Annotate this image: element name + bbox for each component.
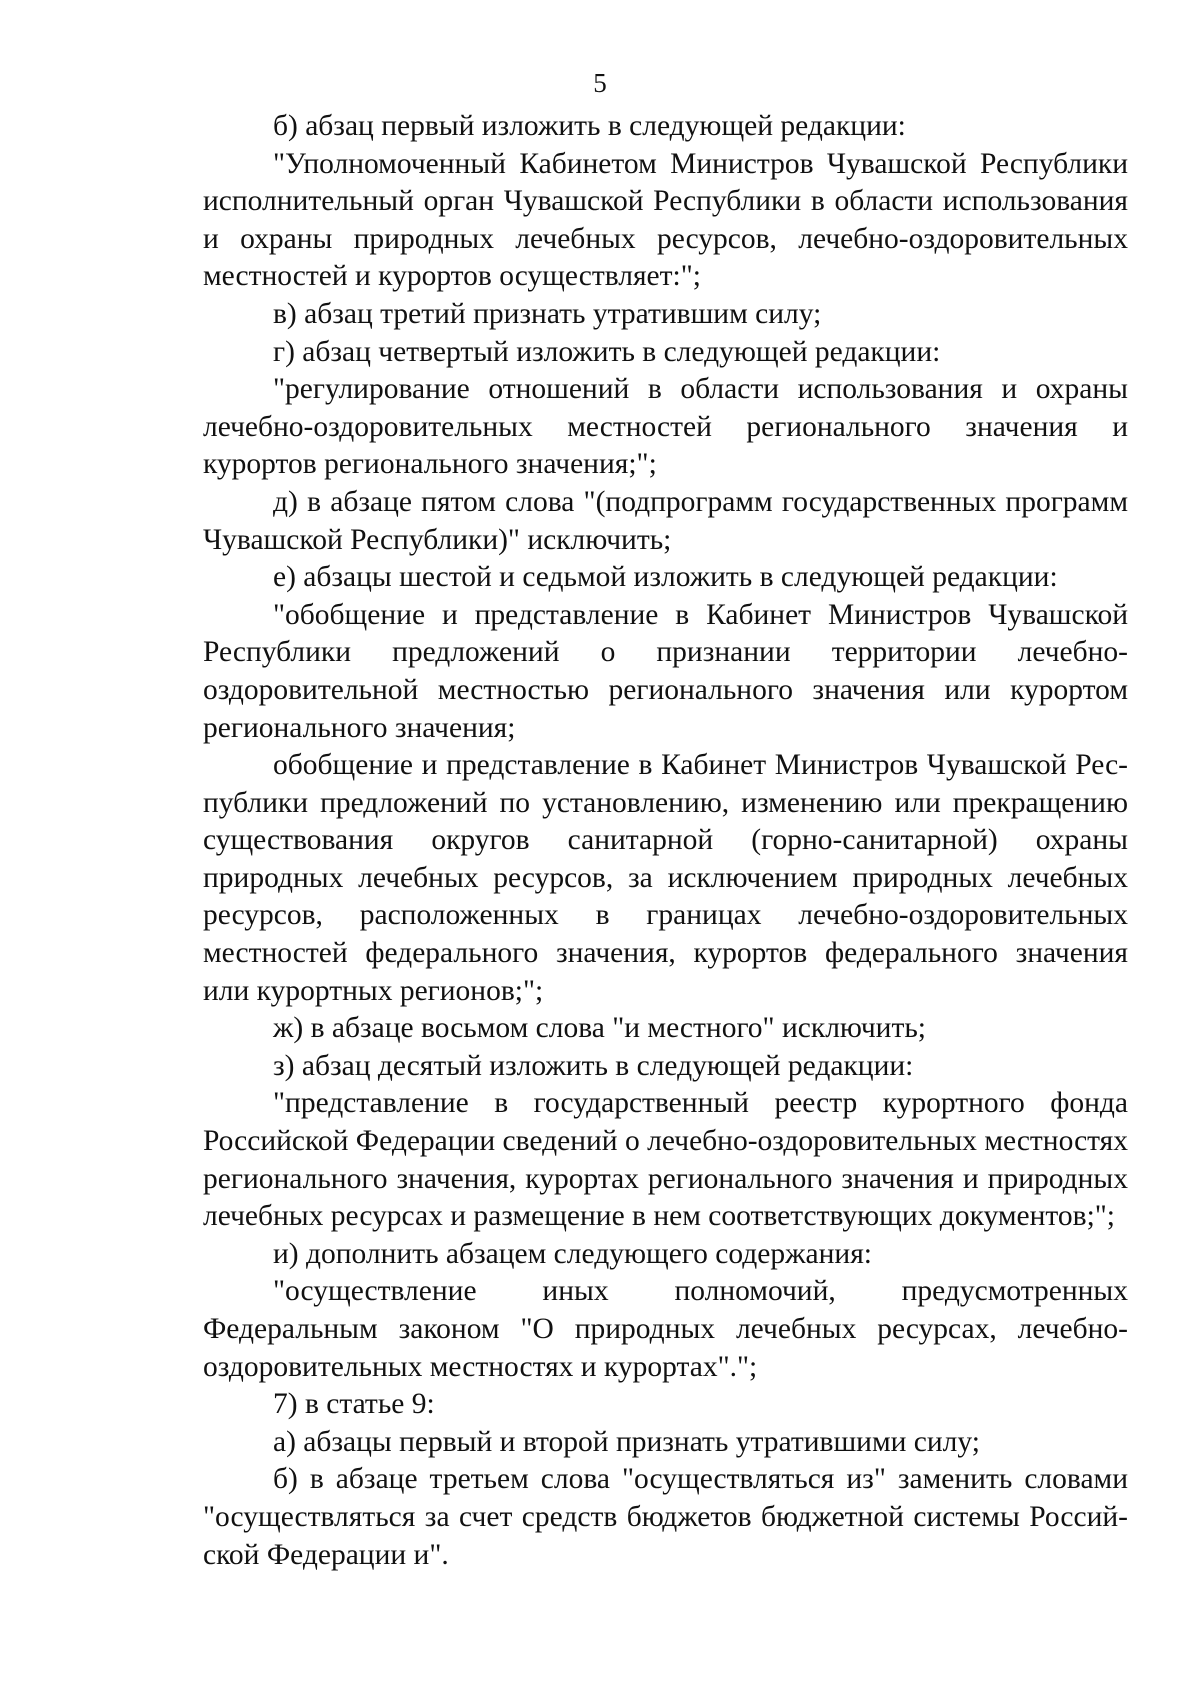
paragraph: д) в абзаце пятом слова "(подпрограмм государственных программ Чувашской Республики)" исключить;	[203, 485, 1128, 556]
paragraph: "осуществление иных полномочий, предусмотренных Федеральным законом "О природных лечебных ресурсах, лечебно-оздоровительных местностях и курортах".";	[203, 1275, 1128, 1383]
paragraph: б) в абзаце третьем слова "осуществляться из" заменить словами "осуществляться за счет средств бюджетов бюджетной системы Российской Федерации и".	[203, 1463, 1128, 1571]
document-body	[203, 108, 1128, 1574]
paragraph: ж) в абзаце восьмом слова "и местного" исключить;	[273, 1012, 926, 1045]
paragraph: в) абзац третий признать утратившим силу;	[273, 297, 822, 330]
paragraph: обобщение и представление в Кабинет Министров Чувашской Республики предложений по установлению, изменению или прекращению существования округов санитарной (горно-санитарной) охраны природных лечебных ресурсов, за исключением природных лечебных ресурсов, расположенных в границах лечебно-оздоровительных местностей федерального значения, курортов федерального значения или курортных регионов;";	[203, 749, 1128, 1007]
paragraph: а) абзацы первый и второй признать утратившими силу;	[273, 1425, 980, 1458]
page-number: 5	[593, 68, 607, 98]
paragraph: "Уполномоченный Кабинетом Министров Чувашской Республики исполнительный орган Чувашской Республики в области использования и охраны природных лечебных ресурсов, лечебно-оздоровительных местностей и курортов осуществляет:";	[203, 147, 1128, 293]
paragraph: е) абзацы шестой и седьмой изложить в следующей редакции:	[273, 561, 1058, 594]
paragraph: "регулирование отношений в области использования и охраны лечебно-оздоровительных местностей регионального значения и курортов регионального значения;";	[203, 373, 1128, 481]
paragraph: и) дополнить абзацем следующего содержания:	[273, 1237, 872, 1270]
paragraph: г) абзац четвертый изложить в следующей редакции:	[273, 335, 941, 368]
paragraph: б) абзац первый изложить в следующей редакции:	[273, 110, 906, 142]
paragraph: "обобщение и представление в Кабинет Министров Чувашской Республики предложений о признании территории лечебно-оздоровительной местностью регионального значения или курортом регионального значения;	[203, 598, 1128, 744]
paragraph: 7) в статье 9:	[273, 1388, 435, 1421]
paragraph: з) абзац десятый изложить в следующей редакции:	[273, 1049, 914, 1082]
paragraph: "представление в государственный реестр курортного фонда Российской Федерации сведений о лечебно-оздоровительных местностях регионального значения, курортах регионального значения и природных лечебных ресурсах и размещение в нем соответствующих документов;";	[203, 1087, 1128, 1233]
